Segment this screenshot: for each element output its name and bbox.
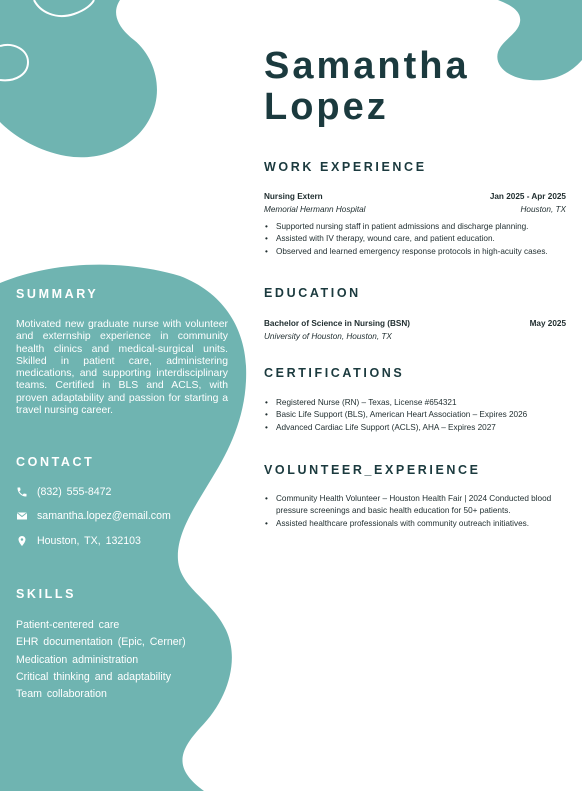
- skills-heading: SKILLS: [16, 587, 77, 601]
- email-address: samantha.lopez@email.com: [37, 510, 171, 522]
- work-entry: [264, 191, 566, 216]
- contact-phone: [16, 486, 111, 498]
- location-pin-icon: [16, 535, 28, 547]
- certifications-list: [264, 397, 566, 434]
- work-bullet: • Assisted with IV therapy, wound care, and patient education.: [264, 233, 566, 245]
- skill-item: Team collaboration: [16, 688, 107, 701]
- location-text: Houston, TX, 132103: [37, 535, 141, 547]
- volunteer-list: [264, 493, 566, 530]
- candidate-name: [264, 46, 470, 128]
- education-heading: EDUCATION: [264, 286, 361, 300]
- certification-item: • Basic Life Support (BLS), American Heart Association – Expires 2026: [264, 409, 566, 421]
- skill-item: Patient-centered care: [16, 619, 120, 631]
- skill-item: EHR documentation (Epic, Cerner): [16, 636, 186, 649]
- work-bullet: • Observed and learned emergency response protocols in high-acuity cases.: [264, 246, 566, 258]
- volunteer-item: • Assisted healthcare professionals with community outreach initiatives.: [264, 518, 566, 530]
- graduation-date: May 2025: [529, 319, 566, 328]
- skills-list: [16, 617, 186, 703]
- work-bullets: [264, 221, 566, 258]
- contact-heading: CONTACT: [16, 455, 95, 469]
- school: University of Houston, Houston, TX: [264, 331, 392, 341]
- employer: Memorial Hermann Hospital: [264, 204, 366, 214]
- summary-heading: SUMMARY: [16, 287, 99, 301]
- volunteer-item: • Community Health Volunteer – Houston Health Fair | 2024 Conducted blood pressure screenings and basic health education for 50+ patients.: [264, 493, 566, 518]
- sidebar: [0, 0, 240, 791]
- degree: Bachelor of Science in Nursing (BSN): [264, 319, 411, 328]
- certification-item: • Registered Nurse (RN) – Texas, License #654321: [264, 397, 566, 409]
- work-experience-heading: WORK EXPERIENCE: [264, 160, 427, 174]
- contact-email: [16, 510, 171, 522]
- first-name: Samantha: [264, 45, 470, 87]
- work-bullet: • Supported nursing staff in patient admissions and discharge planning.: [264, 221, 566, 233]
- last-name: Lopez: [264, 86, 389, 128]
- envelope-icon: [16, 510, 28, 522]
- volunteer-heading: VOLUNTEER_EXPERIENCE: [264, 463, 481, 477]
- phone-icon: [16, 486, 28, 498]
- education-entry: [264, 318, 566, 343]
- job-title: Nursing Extern: [264, 192, 323, 201]
- phone-number: (832) 555-8472: [37, 486, 112, 498]
- certifications-heading: CERTIFICATIONS: [264, 366, 405, 380]
- summary-text: Motivated new graduate nurse with volunteer and externship experience in community health clinics and medical-surgical units. Skilled in patient care, administering medications, and supporting interdisciplinary teams. Certified in BLS and ACLS, with proven adaptability and passion for starting a travel nursing career.: [16, 319, 228, 417]
- skill-item: Medication administration: [16, 653, 139, 666]
- job-location: Houston, TX: [520, 204, 566, 214]
- certification-item: • Advanced Cardiac Life Support (ACLS), AHA – Expires 2027: [264, 422, 566, 434]
- main-content: [264, 0, 566, 791]
- skill-item: Critical thinking and adaptability: [16, 670, 171, 683]
- job-dates: Jan 2025 - Apr 2025: [489, 192, 566, 201]
- contact-location: [16, 535, 141, 547]
